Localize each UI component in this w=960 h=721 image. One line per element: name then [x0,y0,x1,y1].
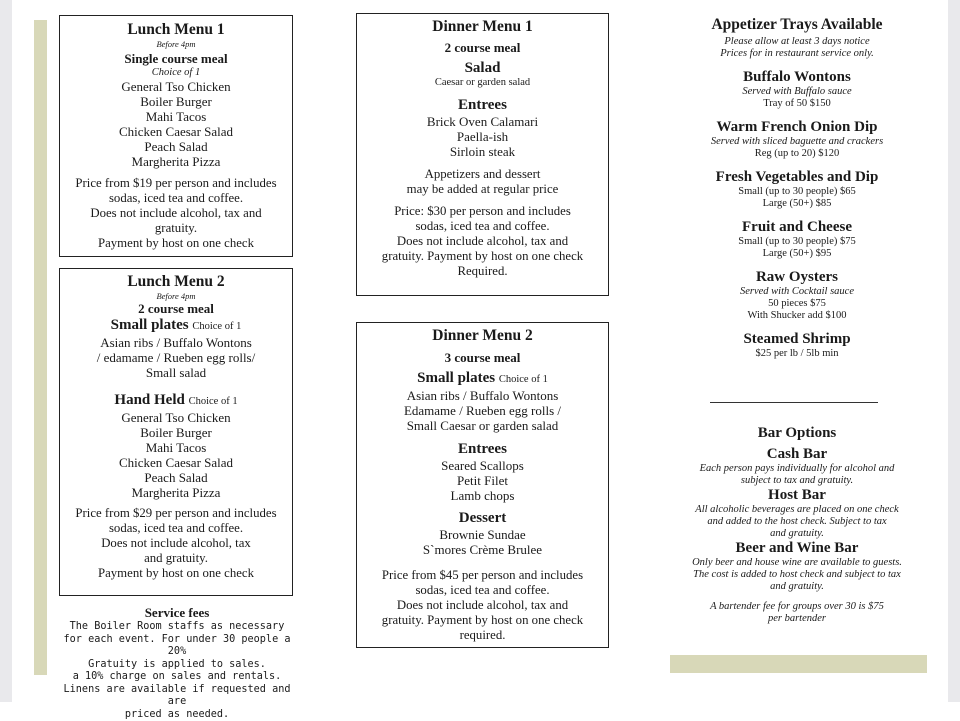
lunch-menu-2-before: Before 4pm [60,291,292,301]
tray-desc: Small (up to 30 people) $65 [672,186,922,198]
price-line: sodas, iced tea and coffee. [357,219,608,234]
service-line: The Boiler Room staffs as necessary [59,621,295,634]
price-line: Price from $19 per person and includes [60,176,292,191]
menu-item: Lamb chops [357,488,608,503]
tray-item [672,169,922,210]
lunch-menu-2-hand-held [60,392,292,410]
decorative-bar-left [34,20,47,675]
menu-item: Boiler Burger [60,425,292,440]
tray-item [672,119,922,160]
bar-option-line: Only beer and house wine are available to guests. [672,557,922,569]
tray-item [672,269,922,322]
menu-item: Chicken Caesar Salad [60,124,292,139]
bartender-fee [672,601,922,625]
bar-option-line: and gratuity. [672,528,922,540]
price-line: Does not include alcohol, tax and [357,234,608,249]
dinner-menu-2-dessert: Dessert [357,510,608,527]
decorative-bar-bottom [670,655,927,673]
small-plates-choice: Choice of 1 [499,374,548,385]
price-line: Payment by host on one check [60,566,292,581]
dinner-menu-2-box [356,322,609,648]
hand-held-choice: Choice of 1 [189,396,238,407]
dinner-menu-2-price [357,568,608,643]
dinner-menu-1-price [357,204,608,279]
bar-option-name: Cash Bar [672,446,922,463]
bar-options [672,425,922,625]
service-fees-title: Service fees [59,605,295,621]
price-line: gratuity. Payment by host on one check [357,613,608,628]
service-line: priced as needed. [59,709,295,721]
bar-option-name: Host Bar [672,487,922,504]
tray-name: Raw Oysters [672,269,922,286]
tray-name: Fresh Vegetables and Dip [672,169,922,186]
bar-option-line: and gratuity. [672,581,922,593]
right-margin [948,0,960,702]
note-line: may be added at regular price [357,182,608,197]
menu-item: Small salad [60,365,292,380]
bar-option-line: and added to the host check. Subject to tax [672,516,922,528]
dinner-menu-1-entrees: Entrees [357,97,608,114]
bar-option-line: Each person pays individually for alcohol and [672,463,922,475]
appetizer-trays-title: Appetizer Trays Available [672,16,922,34]
tray-price: Large (50+) $85 [672,198,922,210]
price-line: required. [357,628,608,643]
price-line: gratuity. Payment by host on one check [357,249,608,264]
service-fees [59,605,295,721]
lunch-menu-2-price [60,506,292,581]
price-line: Price: $30 per person and includes [357,204,608,219]
price-line: sodas, iced tea and coffee. [60,191,292,206]
menu-item: Brownie Sundae [357,527,608,542]
bar-options-title: Bar Options [672,425,922,442]
price-line: Required. [357,264,608,279]
appetizer-note: Please allow at least 3 days notice [672,36,922,48]
dinner-menu-1-salad-desc: Caesar or garden salad [357,77,608,89]
dinner-menu-2-entrees: Entrees [357,441,608,458]
menu-item: Paella-ish [357,129,608,144]
menu-item: Brick Oven Calamari [357,114,608,129]
small-plates-choice: Choice of 1 [192,321,241,332]
menu-item: Peach Salad [60,470,292,485]
price-line: Does not include alcohol, tax [60,536,292,551]
lunch-menu-1-course: Single course meal [60,51,292,67]
lunch-menu-1-title: Lunch Menu 1 [60,21,292,39]
section-divider [710,402,878,403]
dinner-menu-1-box [356,13,609,296]
price-line: Does not include alcohol, tax and [60,206,292,221]
menu-item: / edamame / Rueben egg rolls/ [60,350,292,365]
menu-item: General Tso Chicken [60,79,292,94]
price-line: Price from $45 per person and includes [357,568,608,583]
dinner-menu-2-title: Dinner Menu 2 [357,327,608,345]
menu-item: Sirloin steak [357,144,608,159]
price-line: Does not include alcohol, tax and [357,598,608,613]
note-line: Appetizers and dessert [357,167,608,182]
tray-name: Buffalo Wontons [672,69,922,86]
price-line: sodas, iced tea and coffee. [60,521,292,536]
bar-option-name: Beer and Wine Bar [672,540,922,557]
service-line: for each event. For under 30 people a 20% [59,634,295,659]
lunch-menu-1-choice: Choice of 1 [60,67,292,79]
menu-item: Asian ribs / Buffalo Wontons [60,335,292,350]
tray-desc: Small (up to 30 people) $75 [672,236,922,248]
tray-extra: With Shucker add $100 [672,310,922,322]
dinner-menu-1-course: 2 course meal [357,40,608,56]
dinner-menu-1-note [357,167,608,197]
menu-item: General Tso Chicken [60,410,292,425]
menu-item: Margherita Pizza [60,485,292,500]
tray-price: 50 pieces $75 [672,298,922,310]
tray-desc: Served with Cocktail sauce [672,286,922,298]
tray-name: Fruit and Cheese [672,219,922,236]
bartender-line: A bartender fee for groups over 30 is $75 [672,601,922,613]
tray-name: Warm French Onion Dip [672,119,922,136]
tray-item [672,69,922,110]
lunch-menu-2-box [59,268,293,596]
menu-item: Peach Salad [60,139,292,154]
tray-name: Steamed Shrimp [672,331,922,348]
left-margin [0,0,12,702]
menu-item: Boiler Burger [60,94,292,109]
appetizer-note: Prices for in restaurant service only. [672,48,922,60]
tray-desc: Served with Buffalo sauce [672,86,922,98]
price-line: sodas, iced tea and coffee. [357,583,608,598]
tray-price: $25 per lb / 5lb min [672,348,922,360]
lunch-menu-2-title: Lunch Menu 2 [60,273,292,291]
small-plates-heading: Small plates [417,370,495,386]
menu-item: S`mores Crème Brulee [357,542,608,557]
service-line: Linens are available if requested and are [59,684,295,709]
dinner-menu-2-small-plates [357,370,608,388]
service-line: Gratuity is applied to sales. [59,659,295,672]
price-line: Price from $29 per person and includes [60,506,292,521]
lunch-menu-1-before: Before 4pm [60,39,292,49]
tray-price: Large (50+) $95 [672,248,922,260]
menu-item: Small Caesar or garden salad [357,418,608,433]
dinner-menu-1-salad: Salad [357,60,608,77]
lunch-menu-1-price [60,176,292,251]
bar-option [672,540,922,593]
hand-held-heading: Hand Held [114,392,184,408]
tray-price: Reg (up to 20) $120 [672,148,922,160]
tray-item [672,219,922,260]
menu-item: Seared Scallops [357,458,608,473]
dinner-menu-2-course: 3 course meal [357,350,608,366]
lunch-menu-2-course: 2 course meal [60,301,292,317]
lunch-menu-1-items [60,79,292,169]
small-plates-heading: Small plates [111,317,189,333]
menu-item: Mahi Tacos [60,440,292,455]
bar-option [672,446,922,487]
tray-item [672,331,922,360]
menu-item: Petit Filet [357,473,608,488]
bar-option-line: subject to tax and gratuity. [672,475,922,487]
bar-option-line: All alcoholic beverages are placed on one check [672,504,922,516]
menu-item: Mahi Tacos [60,109,292,124]
bar-option-line: The cost is added to host check and subject to tax [672,569,922,581]
tray-price: Tray of 50 $150 [672,98,922,110]
lunch-menu-1-box [59,15,293,257]
lunch-menu-2-small-plates [60,317,292,335]
menu-item: Margherita Pizza [60,154,292,169]
menu-item: Chicken Caesar Salad [60,455,292,470]
bartender-line: per bartender [672,613,922,625]
price-line: Payment by host on one check [60,236,292,251]
dinner-menu-1-title: Dinner Menu 1 [357,18,608,36]
appetizer-trays [672,16,922,360]
tray-desc: Served with sliced baguette and crackers [672,136,922,148]
price-line: gratuity. [60,221,292,236]
menu-item: Edamame / Rueben egg rolls / [357,403,608,418]
price-line: and gratuity. [60,551,292,566]
service-line: a 10% charge on sales and rentals. [59,671,295,684]
menu-item: Asian ribs / Buffalo Wontons [357,388,608,403]
bar-option [672,487,922,540]
